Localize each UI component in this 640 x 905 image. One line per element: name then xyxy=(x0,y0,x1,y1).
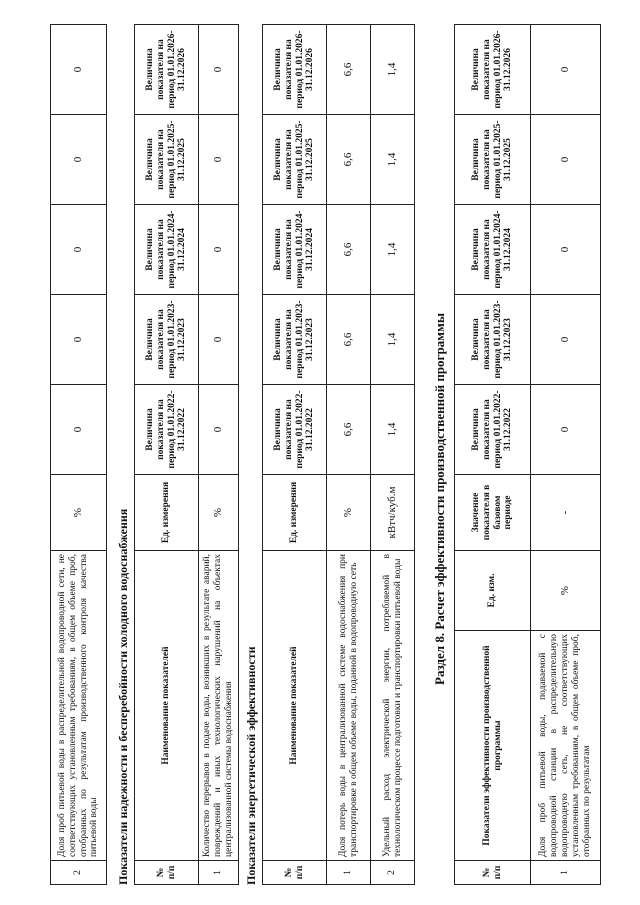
header-period-2022: Величина показателя на период 01.01.2022-31.12.2022 xyxy=(455,385,531,475)
unit-cell: % xyxy=(199,475,239,551)
header-num: № п/п xyxy=(455,861,531,885)
value-2026: 0 xyxy=(51,25,107,115)
value-2026: 0 xyxy=(531,25,601,115)
table-row xyxy=(371,25,415,885)
unit-cell: % xyxy=(51,475,107,551)
header-name: Наименование показателей xyxy=(135,551,199,861)
value-2022: 0 xyxy=(199,385,239,475)
row-number: 2 xyxy=(371,861,415,885)
row-number: 2 xyxy=(51,861,107,885)
header-period-2025: Величина показателя на период 01.01.2025-31.12.2025 xyxy=(135,115,199,205)
indicator-name: Количество перерывов в подаче воды, возникших в результате аварий, повреждений и иных технологических нарушений на объектах централизованной системы водоснабжения xyxy=(199,551,239,861)
indicator-name: Доля проб питьевой воды в распределительной водопроводной сети, не соответствующих установленным требованиям, в общем объеме проб, отобранных по результатам производственного контроля качества питьевой воды xyxy=(51,551,107,861)
header-period-2026: Величина показателя на период 01.01.2026-31.12.2026 xyxy=(263,25,327,115)
header-period-2022: Величина показателя на период 01.01.2022-31.12.2022 xyxy=(263,385,327,475)
section-8-heading: Раздел 8. Расчет эффективности производственной программы xyxy=(432,312,447,685)
value-2023: 0 xyxy=(531,295,601,385)
header-name: Наименование показателей xyxy=(263,551,327,861)
header-num: № п/п xyxy=(263,861,327,885)
value-2022: 0 xyxy=(51,385,107,475)
unit-cell: % xyxy=(531,551,601,631)
table-row xyxy=(327,25,371,885)
water-quality-table-continuation xyxy=(50,24,107,885)
header-period-2023: Величина показателя на период 01.01.2023-31.12.2023 xyxy=(263,295,327,385)
header-name: Показатели эффективности производственной программы xyxy=(455,631,531,861)
value-2023: 0 xyxy=(199,295,239,385)
header-period-2026: Величина показателя на период 01.01.2026-31.12.2026 xyxy=(455,25,531,115)
value-2025: 1,4 xyxy=(371,115,415,205)
value-2022: 0 xyxy=(531,385,601,475)
value-2024: 0 xyxy=(199,205,239,295)
value-2024: 6,6 xyxy=(327,205,371,295)
value-2025: 0 xyxy=(199,115,239,205)
energy-table xyxy=(262,24,415,885)
row-number: 1 xyxy=(531,861,601,885)
header-period-2025: Величина показателя на период 01.01.2025-31.12.2025 xyxy=(263,115,327,205)
reliability-heading: Показатели надежности и бесперебойности холодного водоснабжения xyxy=(116,508,130,885)
value-2025: 0 xyxy=(51,115,107,205)
header-period-2024: Величина показателя на период 01.01.2024-31.12.2024 xyxy=(455,205,531,295)
row-number: 1 xyxy=(199,861,239,885)
table-row xyxy=(199,25,239,885)
header-base: Значение показателя в базовом периоде xyxy=(455,475,531,551)
value-2024: 0 xyxy=(531,205,601,295)
energy-heading: Показатели энергетической эффективности xyxy=(244,646,258,885)
value-2024: 1,4 xyxy=(371,205,415,295)
reliability-table xyxy=(134,24,239,885)
table-row xyxy=(51,25,107,885)
header-period-2025: Величина показателя на период 01.01.2025-31.12.2025 xyxy=(455,115,531,205)
table-header-row xyxy=(135,25,199,885)
value-2026: 0 xyxy=(199,25,239,115)
value-2023: 1,4 xyxy=(371,295,415,385)
table-header-row xyxy=(263,25,327,885)
header-unit: Ед. измерения xyxy=(135,475,199,551)
header-period-2026: Величина показателя на период 01.01.2026-31.12.2026 xyxy=(135,25,199,115)
base-value: - xyxy=(531,475,601,551)
value-2025: 6,6 xyxy=(327,115,371,205)
header-unit: Ед. изм. xyxy=(455,551,531,631)
header-period-2024: Величина показателя на период 01.01.2024-31.12.2024 xyxy=(135,205,199,295)
indicator-name: Доля проб питьевой воды, подаваемой с водопроводной станции в распределительную водопроводную сеть, не соответствующих установленным требованиям, в общем объеме проб, отобранных по результатам xyxy=(531,631,601,861)
unit-cell: кВтч/куб.м xyxy=(371,475,415,551)
value-2023: 6,6 xyxy=(327,295,371,385)
row-number: 1 xyxy=(327,861,371,885)
header-period-2023: Величина показателя на период 01.01.2023-31.12.2023 xyxy=(455,295,531,385)
value-2025: 0 xyxy=(531,115,601,205)
unit-cell: % xyxy=(327,475,371,551)
table-row xyxy=(531,25,601,885)
table-header-row xyxy=(455,25,531,885)
header-period-2023: Величина показателя на период 01.01.2023-31.12.2023 xyxy=(135,295,199,385)
header-period-2024: Величина показателя на период 01.01.2024-31.12.2024 xyxy=(263,205,327,295)
value-2022: 6,6 xyxy=(327,385,371,475)
value-2026: 6,6 xyxy=(327,25,371,115)
header-num: № п/п xyxy=(135,861,199,885)
value-2022: 1,4 xyxy=(371,385,415,475)
header-period-2022: Величина показателя на период 01.01.2022-31.12.2022 xyxy=(135,385,199,475)
value-2026: 1,4 xyxy=(371,25,415,115)
indicator-name: Удельный расход электрической энергии, потребляемой в технологическом процессе подготовки и транспортировки питьевой воды xyxy=(371,551,415,861)
value-2023: 0 xyxy=(51,295,107,385)
header-unit: Ед. измерения xyxy=(263,475,327,551)
value-2024: 0 xyxy=(51,205,107,295)
indicator-name: Доля потерь воды в централизованной системе водоснабжения при транспортировке в общем объеме воды, поданной в водопроводную сеть xyxy=(327,551,371,861)
production-efficiency-table xyxy=(454,24,601,885)
